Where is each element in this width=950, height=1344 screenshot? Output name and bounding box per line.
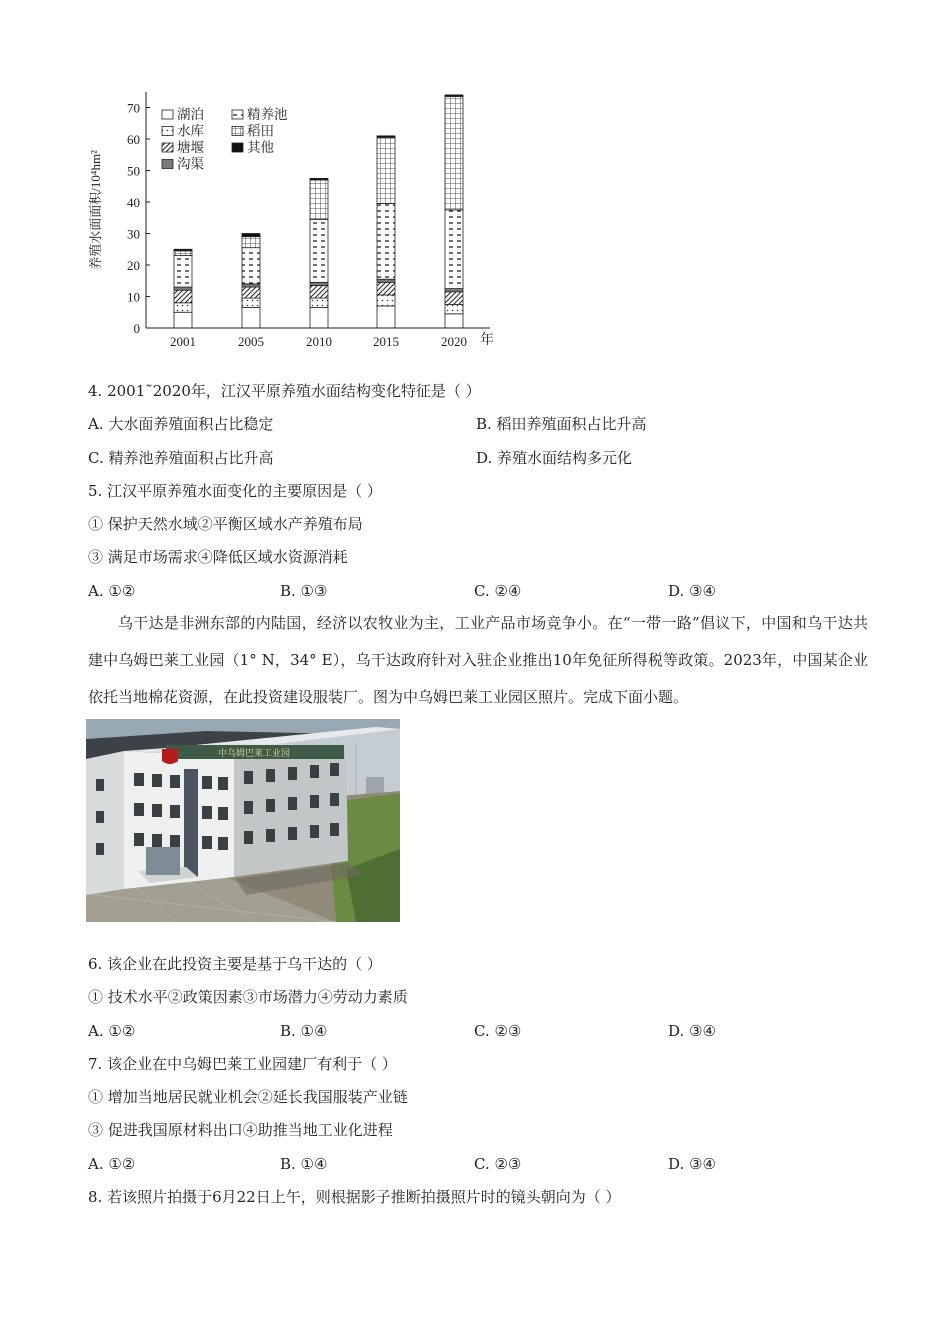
bar-segment: [242, 287, 260, 298]
bar-segment: [242, 237, 260, 248]
y-tick-label: 70: [127, 100, 140, 116]
q7-option-b: B. ①④: [280, 1155, 328, 1173]
q5-option-d: D. ③④: [668, 582, 716, 600]
q4-stem: 4. 2001˜2020年，江汉平原养殖水面结构变化特征是（ ）: [88, 382, 481, 400]
q5-statements-1: ① 保护天然水域②平衡区域水产养殖布局: [88, 515, 363, 533]
bar-segment: [310, 298, 328, 307]
bar-segment: [242, 298, 260, 307]
legend-label: 塘堰: [177, 140, 204, 155]
q6-option-a: A. ①②: [88, 1022, 136, 1040]
q5-option-a: A. ①②: [88, 582, 136, 600]
bar-segment: [445, 304, 463, 313]
bar-segment: [174, 256, 192, 287]
bar-segment: [242, 234, 260, 237]
x-tick-label: 2020: [441, 334, 467, 349]
q7-statements-1: ① 增加当地居民就业机会②延长我国服装产业链: [88, 1088, 408, 1106]
q6-option-d: D. ③④: [668, 1022, 716, 1040]
bar-segment: [174, 312, 192, 328]
x-tick-label: 2001: [170, 334, 196, 349]
q4-option-a: A. 大水面养殖面积占比稳定: [88, 415, 274, 433]
q6-stem: 6. 该企业在此投资主要是基于乌干达的（ ）: [88, 955, 382, 973]
legend-label: 沟渠: [177, 156, 204, 172]
y-tick-label: 50: [127, 163, 140, 179]
x-ticks: [170, 334, 467, 349]
q6-statements-1: ① 技术水平②政策因素③市场潜力④劳动力素质: [88, 988, 408, 1006]
y-tick-label: 20: [127, 258, 140, 273]
bar-segment: [377, 306, 395, 328]
bar-segments: [174, 95, 463, 328]
q7-option-d: D. ③④: [668, 1155, 716, 1173]
chart-legend: [162, 106, 288, 172]
bar-segment: [310, 285, 328, 298]
legend-label: 稻田: [247, 123, 274, 139]
q5-option-b: B. ①③: [280, 582, 328, 600]
legend-label: 其他: [247, 140, 274, 155]
y-tick-label: 40: [127, 195, 140, 210]
x-tick-label: 2015: [373, 334, 399, 349]
legend-swatch: [232, 127, 243, 136]
uganda-passage: [88, 605, 868, 716]
bar-segment: [445, 314, 463, 328]
q4-option-c: C. 精养池养殖面积占比升高: [88, 449, 274, 467]
bar-segment: [377, 282, 395, 295]
y-tick-label: 60: [127, 132, 140, 147]
bar-segment: [445, 289, 463, 292]
aquaculture-stacked-bar-chart: [80, 88, 510, 358]
bar-segment: [377, 279, 395, 282]
bar-segment: [242, 248, 260, 284]
q7-option-c: C. ②③: [474, 1155, 522, 1173]
legend-swatch: [162, 143, 173, 152]
bar-segment: [174, 249, 192, 251]
bar-segment: [445, 95, 463, 97]
q7-statements-2: ③ 促进我国原材料出口④助推当地工业化进程: [88, 1121, 393, 1139]
park-emblem-icon: [162, 749, 178, 764]
q6-option-c: C. ②③: [474, 1022, 522, 1040]
legend-swatch: [232, 143, 243, 152]
y-tick-label: 10: [127, 289, 140, 305]
bar-segment: [445, 292, 463, 305]
bar-segment: [174, 303, 192, 312]
y-tick-label: 30: [127, 226, 140, 242]
bar-segment: [377, 136, 395, 138]
q4-option-b: B. 稻田养殖面积占比升高: [476, 415, 647, 433]
uganda-passage-text: 乌干达是非洲东部的内陆国，经济以农牧业为主，工业产品市场竞争小。在“一带一路”倡议下，中国和乌干达共建中乌姆巴莱工业园（1° N，34° E），乌干达政府针对入驻企业推出10年免征所得税等政策。2023年，中国某企业依托当地棉花资源，在此投资建设服装厂。图为中乌姆巴莱工业园区照片。完成下面小题。: [88, 614, 868, 706]
q7-option-a: A. ①②: [88, 1155, 136, 1173]
bar-segment: [242, 308, 260, 328]
q5-option-c: C. ②④: [474, 582, 522, 600]
x-axis-unit: 年: [480, 333, 494, 348]
q7-stem: 7. 该企业在中乌姆巴莱工业园建厂有利于（ ）: [88, 1055, 397, 1073]
q8-stem: 8. 若该照片拍摄于6月22日上午，则根据影子推断拍摄照片时的镜头朝向为（ ）: [88, 1188, 621, 1206]
legend-swatch: [232, 110, 243, 119]
x-tick-label: 2005: [238, 334, 264, 349]
bar-segment: [377, 137, 395, 203]
bar-segment: [242, 284, 260, 287]
industrial-park-photo: [86, 719, 400, 922]
bar-segment: [445, 210, 463, 289]
bar-segment: [310, 178, 328, 180]
q5-stem: 5. 江汉平原养殖水面变化的主要原因是（ ）: [88, 482, 382, 500]
bar-segment: [377, 295, 395, 306]
bar-segment: [310, 219, 328, 282]
q4-option-d: D. 养殖水面结构多元化: [476, 449, 633, 467]
park-sign-text: 中乌姆巴莱工业园: [217, 749, 291, 759]
bar-segment: [174, 251, 192, 256]
legend-label: 精养池: [247, 107, 288, 122]
bar-segment: [174, 290, 192, 303]
q6-option-b: B. ①④: [280, 1022, 328, 1040]
bar-segment: [310, 282, 328, 285]
bar-segment: [377, 204, 395, 280]
q5-statements-2: ③ 满足市场需求④降低区域水资源消耗: [88, 548, 348, 566]
legend-swatch: [162, 110, 173, 119]
x-tick-label: 2010: [306, 334, 332, 349]
legend-label: 湖泊: [177, 107, 204, 122]
bar-segment: [310, 308, 328, 328]
bar-segment: [310, 180, 328, 219]
legend-label: 水库: [177, 123, 204, 139]
legend-swatch: [162, 127, 173, 136]
bar-segment: [174, 287, 192, 290]
legend-swatch: [162, 160, 173, 169]
bar-segment: [445, 96, 463, 209]
y-ticks: [127, 101, 150, 337]
y-tick-label: 0: [133, 321, 140, 336]
y-axis-label: 养殖水面面积/10⁴hm²: [88, 150, 103, 270]
industrial-park-illustration: [86, 719, 400, 922]
